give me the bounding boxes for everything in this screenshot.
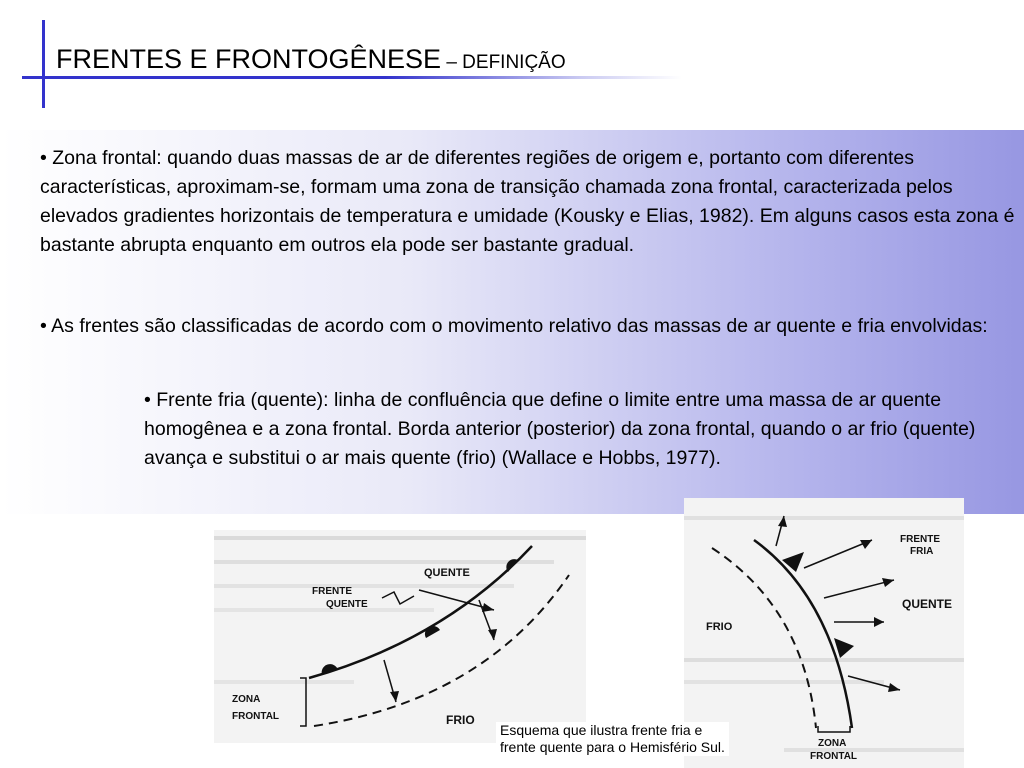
arrow-head <box>882 578 894 587</box>
title-accent-horizontal <box>22 76 682 79</box>
zone-bracket <box>818 726 850 732</box>
arrow-head <box>888 683 900 692</box>
content-panel <box>0 130 1024 514</box>
paragraph-zona-frontal: • Zona frontal: quando duas massas de ar de diferentes regiões de origem e, portanto com diferentes características, aproximam-se, formam uma zona de transição chamada zona frontal, caracterizada pelos elevados gradientes horizontais de temperatura e umidade (Kousky e Elias, 1982). Em alguns casos esta zona é bastante abrupta enquanto em outros ela pode ser bastante gradual. <box>40 147 1015 256</box>
zone-bracket <box>300 678 306 726</box>
arrow-head <box>390 691 399 702</box>
warm-front-diagram <box>214 530 586 743</box>
label-frente: FRENTE <box>900 534 940 545</box>
slide-title-sub: – DEFINIÇÃO <box>441 52 566 73</box>
wind-arrow <box>419 590 494 610</box>
label-quente: QUENTE <box>902 597 953 611</box>
label-frontal: FRONTAL <box>810 751 858 762</box>
title-accent-vertical <box>42 20 45 108</box>
label-frente-quente: QUENTE <box>326 599 368 610</box>
caption-line-2: frente quente para o Hemisfério Sul. <box>500 739 725 755</box>
slide-title <box>56 44 566 75</box>
frontal-zone-boundary <box>314 575 569 726</box>
arrow-head <box>488 629 497 640</box>
arrow-head <box>482 603 494 612</box>
frontal-zone-boundary <box>712 548 816 728</box>
cold-front-symbol <box>834 638 854 658</box>
warm-front-symbol <box>322 664 338 675</box>
label-frontal: FRONTAL <box>232 711 280 722</box>
arrow-head <box>874 617 884 627</box>
label-fria: FRIA <box>910 546 934 557</box>
figure-caption <box>496 722 729 756</box>
figure-frente-quente <box>214 530 586 743</box>
paragraph-classificacao: • As frentes são classificadas de acordo com o movimento relativo das massas de ar quente e fria envolvidas: <box>40 315 988 337</box>
label-zona: ZONA <box>232 694 261 705</box>
caption-line-1: Esquema que ilustra frente fria e <box>500 722 703 738</box>
label-quente: QUENTE <box>424 567 470 579</box>
wind-arrow <box>804 540 872 568</box>
label-frio: FRIO <box>446 713 475 727</box>
wind-arrow <box>824 580 894 598</box>
zigzag-marker <box>382 592 414 604</box>
slide-title-main: FRENTES E FRONTOGÊNESE <box>56 44 442 74</box>
paragraph-frente-fria: • Frente fria (quente): linha de confluência que define o limite entre uma massa de ar quente homogênea e a zona frontal. Borda anterior (posterior) da zona frontal, quando o ar frio (quente) avança e substitui o ar mais quente (frio) (Wallace e Hobbs, 1977). <box>144 389 976 469</box>
label-zona: ZONA <box>818 738 847 749</box>
label-frio: FRIO <box>706 621 733 633</box>
label-frente: FRENTE <box>312 586 352 597</box>
faint-background-text <box>214 536 586 684</box>
cold-front-line <box>754 540 852 728</box>
